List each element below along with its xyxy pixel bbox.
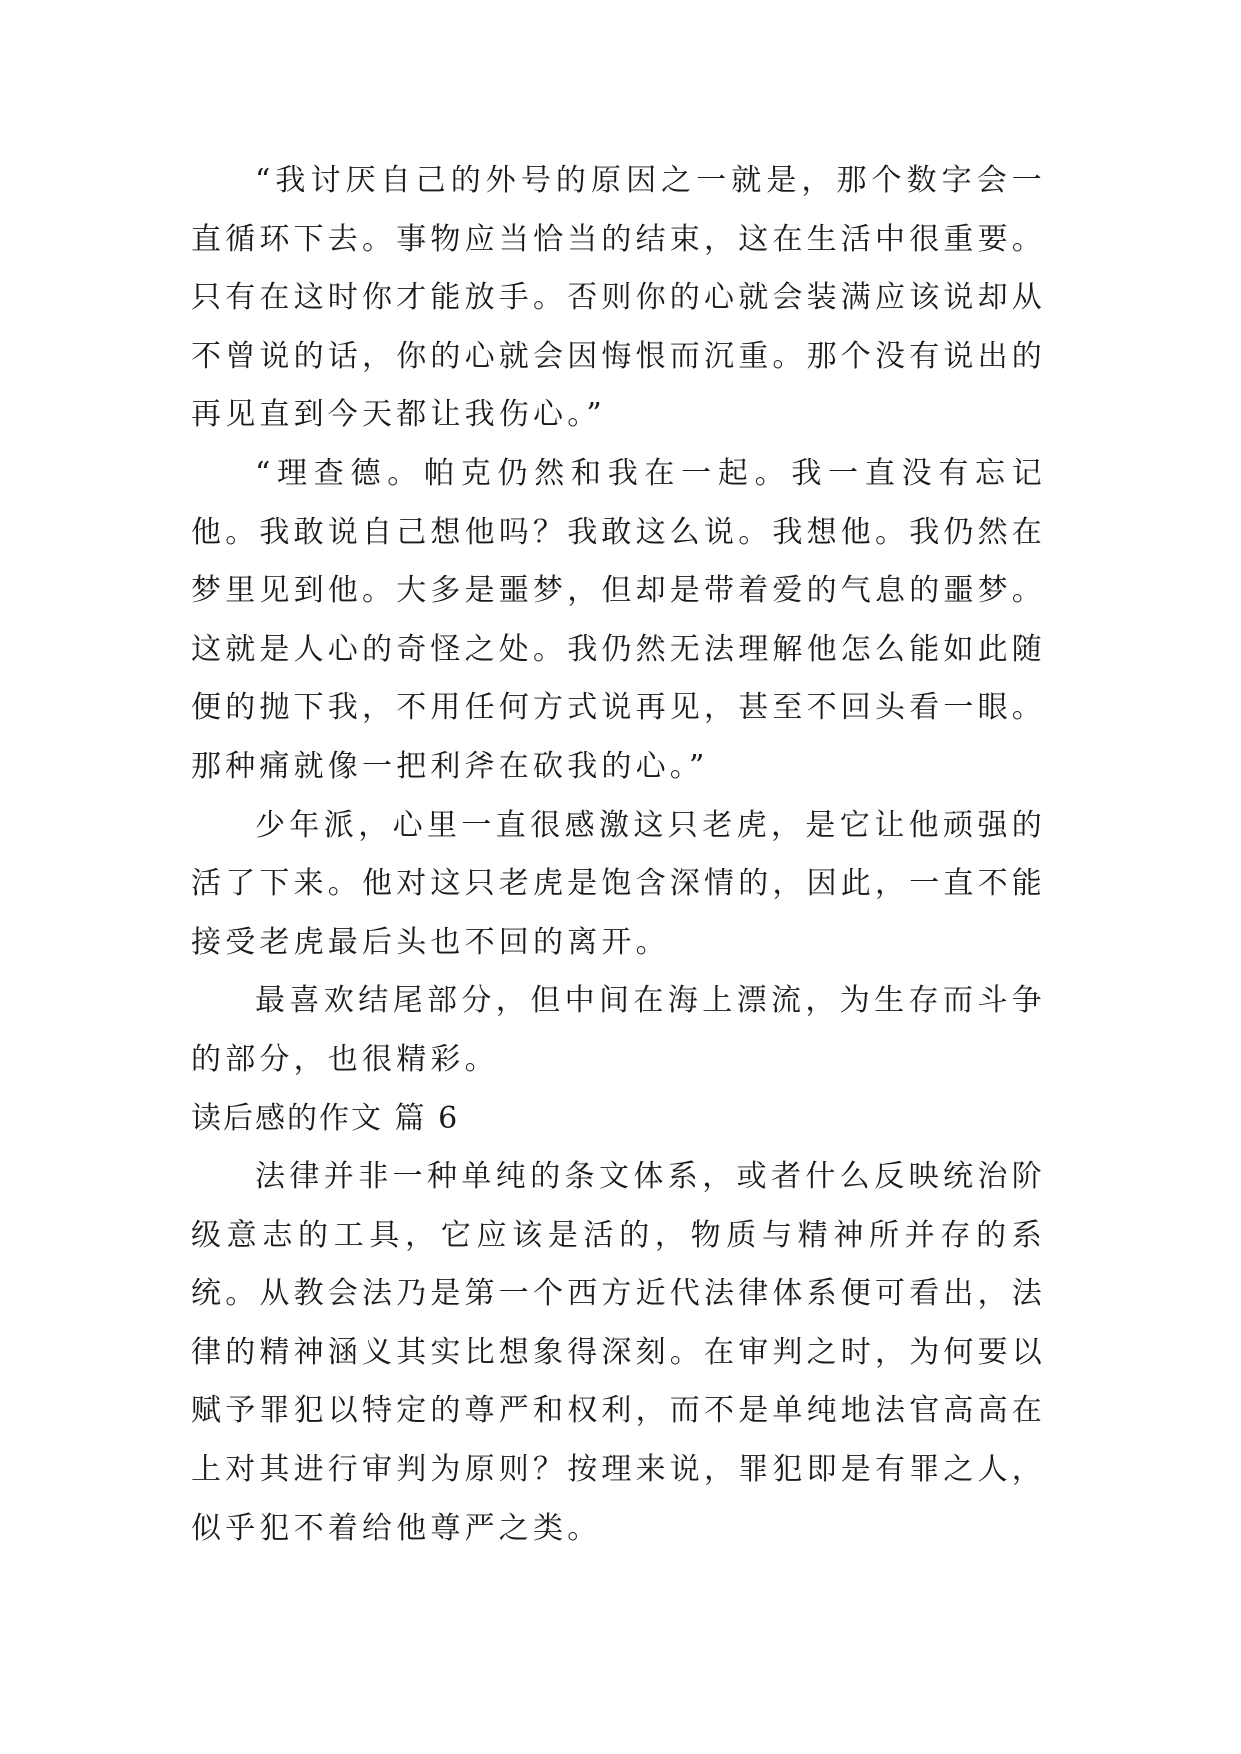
paragraph-pi-tiger: 少年派，心里一直很感激这只老虎，是它让他顽强的活了下来。他对这只老虎是饱含深情的，因此，一直不能接受老虎最后头也不回的离开。 (191, 807, 1046, 960)
paragraph-law-essay: 法律并非一种单纯的条文体系，或者什么反映统治阶级意志的工具，它应该是活的，物质与精神所并存的系统。从教会法乃是第一个西方近代法律体系便可看出，法律的精神涵义其实比想象得深刻。在审判之时，为何要以赋予罪犯以特定的尊严和权利，而不是单纯地法官高高在上对其进行审判为原则？按理来说，罪犯即是有罪之人，似乎犯不着给他尊严之类。 (191, 1159, 1046, 1546)
paragraph-quote-nickname: “我讨厌自己的外号的原因之一就是，那个数字会一直循环下去。事物应当恰当的结束，这在生活中很重要。只有在这时你才能放手。否则你的心就会装满应该说却从不曾说的话，你的心就会因悔恨而沉重。那个没有说出的再见直到今天都让我伤心。” (191, 163, 1046, 433)
paragraph-quote-richard-parker: “理查德。帕克仍然和我在一起。我一直没有忘记他。我敢说自己想他吗？我敢这么说。我想他。我仍然在梦里见到他。大多是噩梦，但却是带着爱的气息的噩梦。这就是人心的奇怪之处。我仍然无法理解他怎么能如此随便的抛下我，不用任何方式说再见，甚至不回头看一眼。那种痛就像一把利斧在砍我的心。” (191, 455, 1046, 784)
section-heading: 读后感的作文 篇 6 (191, 1100, 460, 1136)
document-body (191, 152, 1046, 1558)
paragraph-favorite-part: 最喜欢结尾部分，但中间在海上漂流，为生存而斗争的部分，也很精彩。 (191, 983, 1046, 1077)
